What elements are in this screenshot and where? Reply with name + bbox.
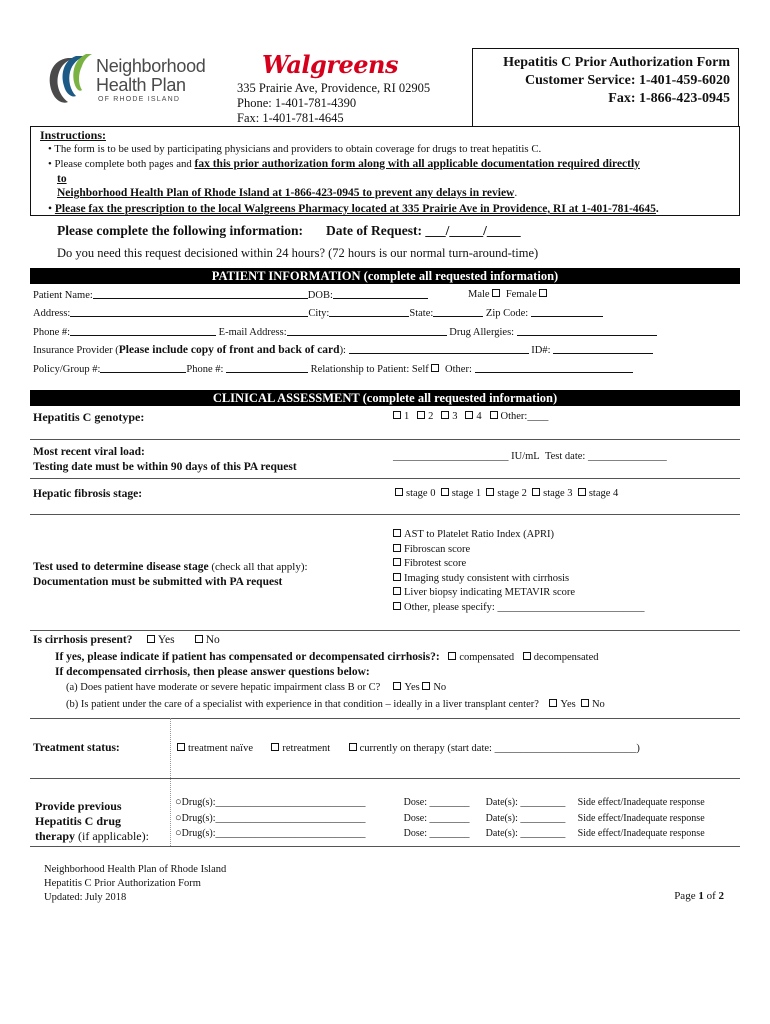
patient-section-title: PATIENT INFORMATION (complete all requested information) (30, 268, 740, 284)
dose-field-3[interactable]: Dose: ________ (403, 828, 470, 839)
test-option-other (393, 601, 644, 616)
divider (30, 846, 740, 847)
instruction-item-1-text: The form is to be used by participating physicians and providers to obtain coverage for drugs to treat hepatitis C. (54, 143, 542, 155)
stage-4-checkbox[interactable] (578, 488, 586, 496)
genotype-2-checkbox[interactable] (417, 411, 425, 419)
compensated-checkbox[interactable] (448, 652, 456, 660)
stage-2-checkbox[interactable] (486, 488, 494, 496)
patient-name-label: Patient Name: (33, 290, 93, 301)
stage-3-checkbox[interactable] (532, 488, 540, 496)
pharmacy-fax: Fax: 1-401-781-4645 (237, 111, 344, 125)
test-option-fibrotest (393, 557, 644, 572)
pharmacy-address: 335 Prairie Ave, Providence, RI 02905 (237, 81, 431, 95)
divider (30, 439, 740, 440)
retreatment-label: retreatment (282, 743, 331, 754)
page-of: of (703, 890, 719, 902)
policy-label: Policy/Group #: (33, 364, 101, 375)
question-a-yes-label: Yes (404, 682, 420, 693)
genotype-options (393, 411, 548, 422)
prev-therapy-label-2: Hepatitis C drug (35, 814, 122, 828)
cirrhosis-no-label: No (205, 634, 220, 646)
other-test-label[interactable]: Other, please specify: ____________________________ (404, 601, 645, 613)
fibrotest-label: Fibrotest score (404, 558, 467, 570)
viral-load-label: Most recent viral load: (33, 446, 145, 458)
treatment-status-label: Treatment status: (33, 742, 120, 754)
side-effect-1: Side effect/Inadequate response (577, 797, 705, 808)
test-option-fibroscan (393, 543, 644, 558)
drug-rows (175, 795, 705, 842)
divider (30, 514, 740, 515)
imaging-label: Imaging study consistent with cirrhosis (404, 572, 570, 584)
instruction-item-2-line2-text: Neighborhood Health Plan of Rhode Island at 1-866-423-0945 to prevent any delays in review (57, 187, 515, 199)
female-checkbox[interactable] (539, 289, 547, 297)
phone-label: Phone #: (33, 327, 71, 338)
dates-field-1[interactable]: Date(s): _________ (485, 797, 566, 808)
urgent-question: Do you need this request decisioned within 24 hours? (72 hours is our normal turn-around-time) (57, 246, 539, 260)
drug-row-1 (175, 795, 705, 811)
side-effect-2: Side effect/Inadequate response (577, 812, 705, 824)
other-test-checkbox[interactable] (393, 602, 401, 610)
test-list (393, 528, 644, 616)
state-label: State: (409, 308, 434, 319)
policy-phone-field[interactable] (226, 363, 308, 373)
compensated-question: If yes, please indicate if patient has compensated or decompensated cirrhosis?: (55, 651, 440, 663)
allergies-field[interactable] (517, 326, 657, 336)
cirrhosis-yes-label: Yes (157, 634, 175, 646)
fibrotest-checkbox[interactable] (393, 558, 401, 566)
question-a-no-label: No (433, 682, 447, 693)
allergies-label: Drug Allergies: (449, 327, 515, 338)
city-field[interactable] (329, 307, 409, 317)
divider (30, 778, 740, 779)
genotype-other-checkbox[interactable] (490, 411, 498, 419)
form-fax: Fax: 1-866-423-0945 (608, 91, 730, 106)
instructions-heading: Instructions: (40, 128, 107, 142)
logo-line3: OF RHODE ISLAND (98, 96, 181, 103)
policy-field[interactable] (100, 363, 186, 373)
instruction-item-3: • Please fax the prescription to the local Walgreens Pharmacy located at 335 Prairie Ave in Providence, RI at 1-401-781-4645. (48, 203, 659, 215)
instruction-item-1: • The form is to be used by participating physicians and providers to obtain coverage for drugs to treat hepatitis C. (48, 143, 542, 155)
treatment-naive-label: treatment naïve (188, 743, 254, 754)
male-checkbox[interactable] (492, 289, 500, 297)
question-b-row (66, 699, 605, 710)
patient-row-2 (33, 307, 603, 319)
question-b-no-checkbox[interactable] (581, 699, 589, 707)
prev-therapy-label-3 (35, 829, 149, 844)
question-b-yes-label: Yes (560, 699, 576, 710)
radio-icon[interactable]: ○ (175, 796, 182, 808)
instruction-item-3-end: . (655, 203, 659, 215)
decompensated-checkbox[interactable] (523, 652, 531, 660)
fibroscan-label: Fibroscan score (404, 543, 471, 555)
patient-row-5 (33, 363, 633, 375)
fibrosis-label: Hepatic fibrosis stage: (33, 488, 143, 500)
customer-service: Customer Service: 1-401-459-6020 (524, 73, 730, 88)
self-label: Self (411, 364, 429, 375)
retreatment-checkbox[interactable] (271, 743, 279, 751)
apri-label: AST to Platelet Ratio Index (APRI) (404, 529, 554, 540)
radio-icon[interactable]: ○ (175, 827, 182, 839)
test-option-apri (393, 528, 644, 543)
genotype-3-checkbox[interactable] (441, 411, 449, 419)
viral-load-fields (393, 451, 667, 462)
footer-form: Hepatitis C Prior Authorization Form (44, 878, 201, 889)
drug-field-2[interactable]: Drug(s):______________________________ (181, 812, 366, 824)
test-used-note: (check all that apply): (208, 561, 308, 573)
documentation-note: Documentation must be submitted with PA request (33, 576, 283, 588)
email-field[interactable] (287, 326, 447, 336)
instruction-item-2-end: . (514, 187, 518, 199)
genotype-4-checkbox[interactable] (465, 411, 473, 419)
stage-3-label: stage 3 (543, 488, 573, 499)
logo (42, 52, 222, 108)
patient-row-3 (33, 326, 657, 338)
clinical-section-title: CLINICAL ASSESSMENT (complete all requested information) (30, 390, 740, 406)
question-a-no-checkbox[interactable] (422, 682, 430, 690)
test-option-biopsy (393, 586, 644, 601)
compensated-label: compensated (459, 652, 515, 663)
instruction-item-2-plain: Please complete both pages and (54, 158, 195, 170)
prev-therapy-label-3-text: therapy (35, 829, 75, 843)
genotype-2-label: 2 (428, 411, 434, 422)
genotype-1-label: 1 (404, 411, 410, 422)
insurance-field[interactable] (349, 344, 529, 354)
cirrhosis-row (33, 634, 220, 646)
dose-field-1[interactable]: Dose: ________ (403, 797, 470, 808)
other-label: Other: (445, 364, 472, 375)
phone-field[interactable] (70, 326, 216, 336)
genotype-3-label: 3 (452, 411, 458, 422)
female-label: Female (505, 289, 537, 300)
stage-2-label: stage 2 (497, 488, 527, 499)
instruction-item-2-line2 (57, 187, 517, 199)
cirrhosis-no-checkbox[interactable] (195, 635, 203, 643)
email-label: E-mail Address: (218, 327, 287, 338)
apri-checkbox[interactable] (393, 529, 401, 537)
self-checkbox[interactable] (431, 364, 439, 372)
instruction-item-2-bold: fax this prior authorization form along with all applicable documentation required directly (194, 158, 640, 170)
question-b: (b) Is patient under the care of a specialist with experience in that condition – ideally in a liver transplant center? (66, 699, 539, 710)
logo-line2: Health Plan (96, 75, 186, 95)
divider (30, 478, 740, 479)
instruction-item-3-text: Please fax the prescription to the local Walgreens Pharmacy located at 335 Prairie Ave in Providence, RI at 1-401-781-4645 (54, 203, 656, 215)
insurance-suffix: ): (339, 345, 346, 356)
stage-1-checkbox[interactable] (441, 488, 449, 496)
dob-field[interactable] (333, 289, 428, 299)
test-option-imaging (393, 572, 644, 587)
footer-org: Neighborhood Health Plan of Rhode Island (44, 864, 227, 875)
walgreens-logo: Walgreens (262, 50, 398, 79)
sex-options (468, 289, 550, 300)
question-a-row (66, 682, 446, 693)
page-current: 1 (698, 890, 704, 902)
fibroscan-checkbox[interactable] (393, 544, 401, 552)
compensated-row (55, 651, 599, 663)
address-label: Address: (33, 308, 71, 319)
page-prefix: Page (674, 890, 699, 902)
instruction-item-2-to: to (57, 173, 67, 185)
test-used-text: Test used to determine disease stage (33, 561, 209, 573)
question-b-yes-checkbox[interactable] (549, 699, 557, 707)
dates-field-3[interactable]: Date(s): _________ (485, 828, 566, 839)
patient-row-4 (33, 344, 653, 356)
zip-field[interactable] (531, 307, 603, 317)
pharmacy-phone: Phone: 1-401-781-4390 (237, 96, 357, 110)
cirrhosis-question: Is cirrhosis present? (33, 634, 133, 646)
male-label: Male (468, 289, 490, 300)
biopsy-checkbox[interactable] (393, 587, 401, 595)
state-field[interactable] (433, 307, 483, 317)
genotype-other-label: Other:____ (500, 411, 549, 422)
question-a-yes-checkbox[interactable] (393, 682, 401, 690)
id-label: ID#: (531, 345, 551, 356)
fibrosis-options (395, 488, 618, 499)
divider (30, 718, 740, 719)
zip-label: Zip Code: (485, 308, 529, 319)
radio-icon[interactable]: ○ (175, 811, 182, 824)
viral-load-note: Testing date must be within 90 days of this PA request (33, 461, 297, 473)
drug-field-3[interactable]: Drug(s):______________________________ (181, 828, 366, 839)
currently-on-therapy-checkbox[interactable] (349, 743, 357, 751)
dose-field-2[interactable]: Dose: ________ (403, 812, 470, 824)
biopsy-label: Liver biopsy indicating METAVIR score (404, 587, 576, 599)
viral-load-field[interactable]: ______________________ (393, 451, 509, 462)
viral-load-unit: IU/mL (511, 451, 540, 462)
stage-0-checkbox[interactable] (395, 488, 403, 496)
prev-therapy-label-1: Provide previous (35, 799, 122, 813)
divider (30, 630, 740, 631)
date-of-request[interactable]: Date of Request: ___/_____/_____ (326, 223, 521, 238)
imaging-checkbox[interactable] (393, 573, 401, 581)
drug-row-3 (175, 826, 705, 842)
treatment-naive-checkbox[interactable] (177, 743, 185, 751)
prev-therapy-note: (if applicable): (75, 829, 149, 843)
stage-0-label: stage 0 (406, 488, 436, 499)
insurance-bold-note: Please include copy of front and back of card (118, 344, 340, 356)
stage-4-label: stage 4 (588, 488, 619, 499)
currently-on-therapy-label[interactable]: currently on therapy (start date: ___________________________) (359, 743, 640, 754)
other-relationship-field[interactable] (475, 363, 633, 373)
decompensated-question: If decompensated cirrhosis, then please answer questions below: (55, 666, 370, 678)
cirrhosis-yes-checkbox[interactable] (147, 635, 155, 643)
address-field[interactable] (70, 307, 308, 317)
logo-swoosh-icon (42, 52, 94, 108)
policy-phone-label: Phone #: (186, 364, 224, 375)
insurance-prefix: Insurance Provider ( (33, 345, 119, 356)
test-date-field[interactable]: Test date: _______________ (544, 451, 667, 462)
drug-row-2 (175, 811, 705, 827)
page-total: 2 (718, 890, 724, 902)
stage-1-label: stage 1 (451, 488, 482, 499)
page-number (674, 890, 724, 902)
id-field[interactable] (553, 344, 653, 354)
dob-label: DOB: (307, 290, 333, 301)
patient-row-1 (33, 289, 428, 301)
dates-field-2[interactable]: Date(s): _________ (485, 812, 566, 824)
city-label: City: (308, 308, 330, 319)
logo-line1: Neighborhood (96, 56, 206, 76)
relationship-label: Relationship to Patient: (310, 364, 410, 375)
test-used-label (33, 561, 308, 573)
column-divider (170, 718, 171, 846)
complete-following-label: Please complete the following information: (57, 223, 303, 238)
patient-name-field[interactable] (93, 289, 308, 299)
genotype-1-checkbox[interactable] (393, 411, 401, 419)
footer-updated: Updated: July 2018 (44, 892, 127, 903)
treatment-options (177, 743, 640, 754)
decompensated-label: decompensated (533, 652, 599, 663)
instruction-item-2: • Please complete both pages and fax this prior authorization form along with all applicable documentation required directly (48, 158, 640, 170)
question-b-no-label: No (591, 699, 605, 710)
side-effect-3: Side effect/Inadequate response (577, 828, 705, 839)
genotype-4-label: 4 (476, 411, 482, 422)
question-a: (a) Does patient have moderate or severe hepatic impairment class B or C? (66, 682, 381, 693)
genotype-label: Hepatitis C genotype: (33, 410, 145, 424)
form-title: Hepatitis C Prior Authorization Form (503, 55, 730, 70)
drug-field-1[interactable]: Drug(s):______________________________ (181, 797, 366, 808)
